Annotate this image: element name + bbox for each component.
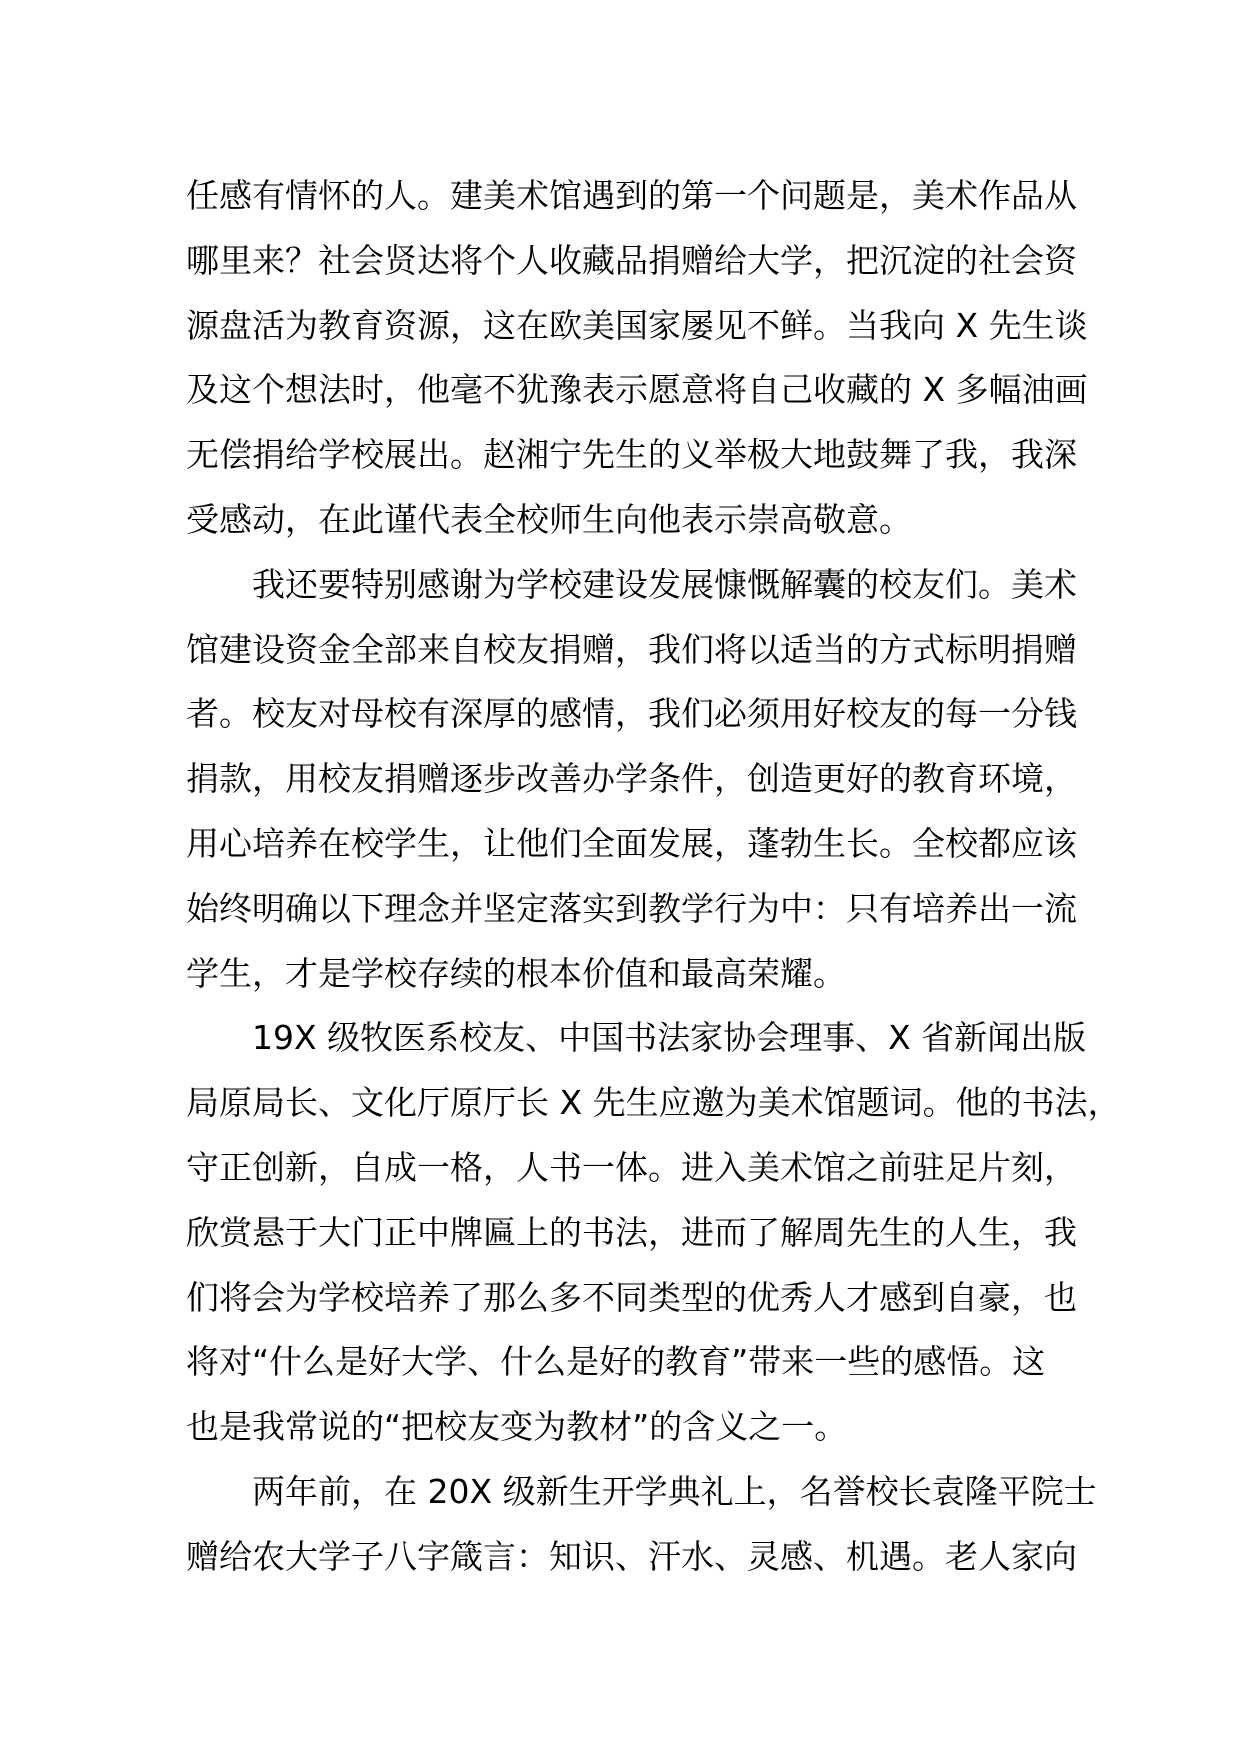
text-line: 哪里来？社会贤达将个人收藏品捐赠给大学，把沉淀的社会资 — [186, 240, 1077, 280]
text-line: 始终明确以下理念并坚定落实到教学行为中：只有培养出一流 — [186, 888, 1077, 928]
text-line: 局原局长、文化厅原厅长 X 先生应邀为美术馆题词。他的书法， — [186, 1083, 1121, 1123]
text-line: 将对“什么是好大学、什么是好的教育”带来一些的感悟。这 — [186, 1342, 1046, 1382]
text-line: 也是我常说的“把校友变为教材”的含义之一。 — [186, 1407, 848, 1447]
text-line: 捐款，用校友捐赠逐步改善办学条件，创造更好的教育环境， — [186, 759, 1077, 799]
text-line: 欣赏悬于大门正中牌匾上的书法，进而了解周先生的人生，我 — [186, 1212, 1077, 1252]
text-line: 及这个想法时，他毫不犹豫表示愿意将自己收藏的 X 多幅油画 — [186, 370, 1088, 410]
text-line: 赠给农大学子八字箴言：知识、汗水、灵感、机遇。老人家向 — [186, 1536, 1077, 1576]
text-line: 学生，才是学校存续的根本价值和最高荣耀。 — [186, 953, 846, 993]
text-line: 者。校友对母校有深厚的感情，我们必须用好校友的每一分钱 — [186, 694, 1077, 734]
text-line: 我还要特别感谢为学校建设发展慷慨解囊的校友们。美术 — [186, 564, 1077, 604]
text-line: 们将会为学校培养了那么多不同类型的优秀人才感到自豪，也 — [186, 1277, 1077, 1317]
text-line: 受感动，在此谨代表全校师生向他表示崇高敬意。 — [186, 499, 912, 539]
text-line: 19X 级牧医系校友、中国书法家协会理事、X 省新闻出版 — [186, 1018, 1087, 1058]
text-line: 用心培养在校学生，让他们全面发展，蓬勃生长。全校都应该 — [186, 823, 1077, 863]
text-line: 守正创新，自成一格，人书一体。进入美术馆之前驻足片刻， — [186, 1147, 1077, 1187]
text-line: 馆建设资金全部来自校友捐赠，我们将以适当的方式标明捐赠 — [186, 629, 1077, 669]
text-line: 任感有情怀的人。建美术馆遇到的第一个问题是，美术作品从 — [186, 176, 1077, 215]
text-line: 源盘活为教育资源，这在欧美国家屡见不鲜。当我向 X 先生谈 — [186, 305, 1088, 345]
text-line: 两年前，在 20X 级新生开学典礼上，名誉校长袁隆平院士 — [186, 1471, 1097, 1511]
text-line: 无偿捐给学校展出。赵湘宁先生的义举极大地鼓舞了我，我深 — [186, 435, 1077, 475]
body-text — [186, 164, 1121, 1590]
